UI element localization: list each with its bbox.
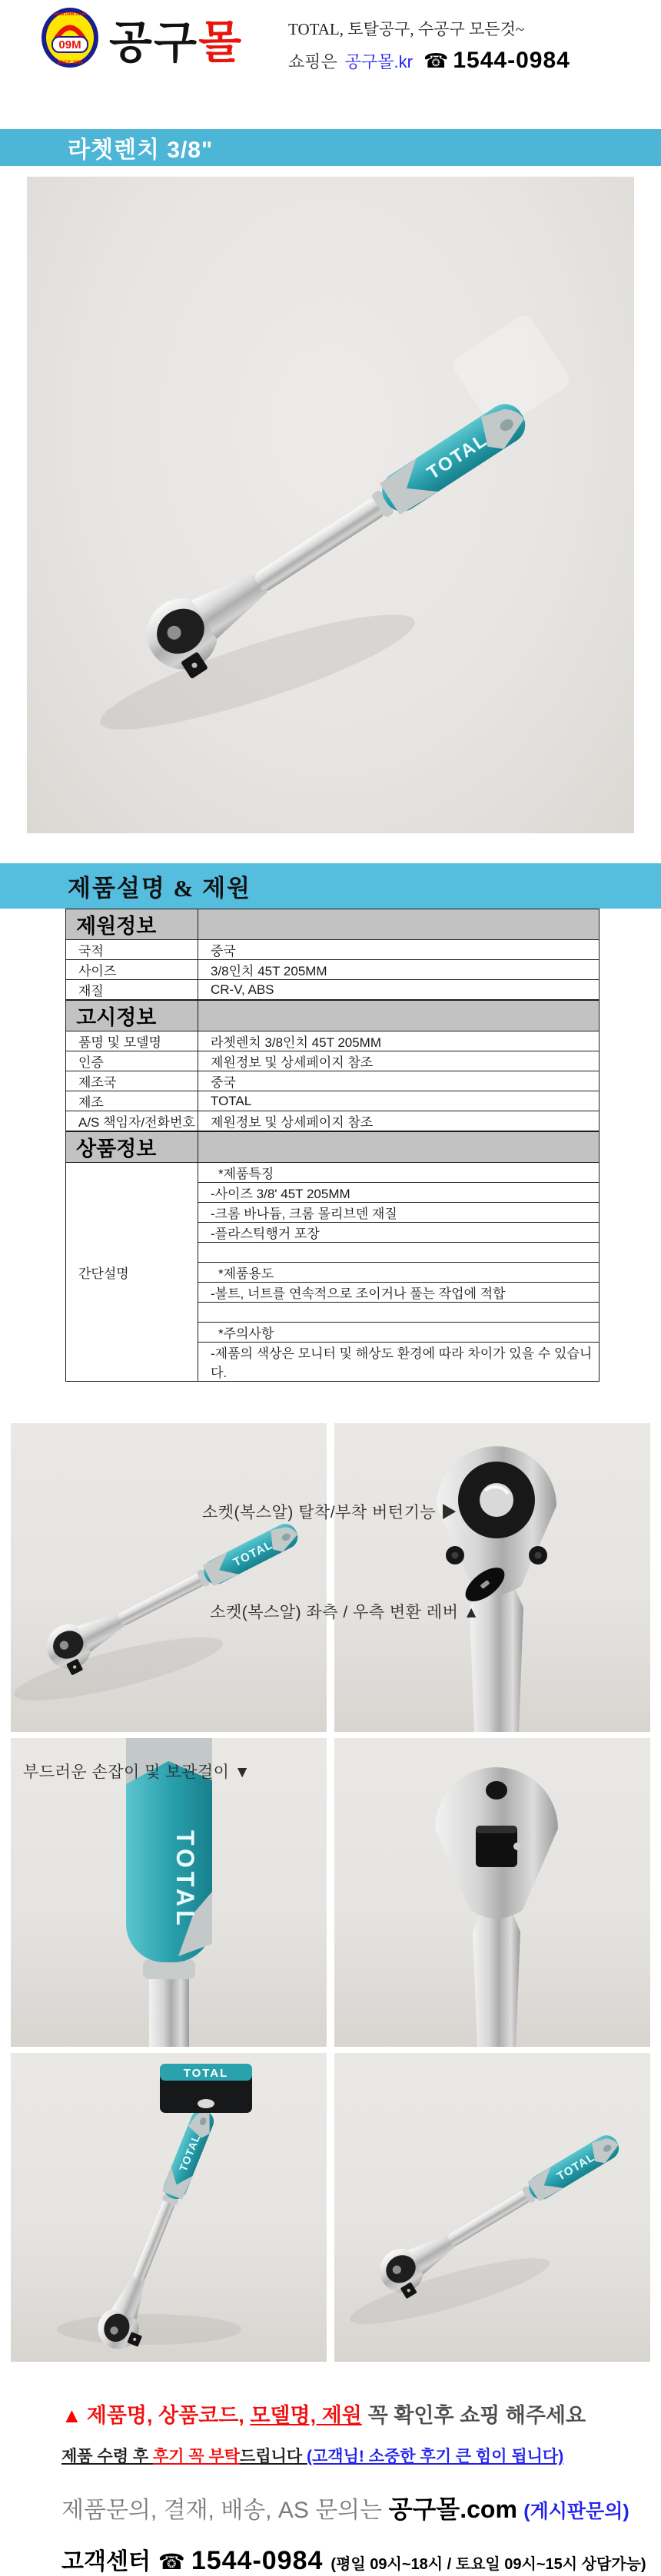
notice-info-table [65, 1000, 600, 1131]
review-pre-text: 제품 수령 후 [61, 2448, 153, 2465]
table-row [66, 960, 600, 980]
product-title-bar [0, 129, 661, 166]
spec-tables [0, 909, 661, 1382]
table-row [66, 940, 600, 960]
annotation-soft-grip: 부드러운 손잡이 및 보관걸이 ▼ [23, 1763, 251, 1781]
brand-text: TOTAL [171, 1830, 199, 1929]
footer-review-line [61, 2444, 661, 2467]
table-row [66, 1111, 600, 1131]
packaged-wrench-illustration [11, 2053, 327, 2362]
contact-board-link[interactable]: (게시판문의) [523, 2501, 629, 2522]
spec-label: 사이즈 [66, 960, 198, 980]
gallery-photo-grip-closeup [11, 1738, 327, 2047]
footer-check-line [61, 2399, 661, 2429]
review-blue-link[interactable]: (고객님! 소중한 후기 큰 힘이 됩니다) [307, 2448, 564, 2465]
product-line: *주의사항 [198, 1323, 600, 1343]
gallery-row-2 [11, 1738, 650, 2047]
table-row [66, 1163, 600, 1183]
page-header [0, 0, 661, 88]
gallery-photo-wrench-diagonal [334, 2053, 650, 2362]
callcenter-label: 고객센터 [61, 2549, 151, 2574]
header-shopline [288, 48, 570, 74]
review-red-text: 후기 꼭 부탁 [152, 2448, 241, 2465]
head-front-illustration [334, 1423, 650, 1732]
spec-value: 중국 [198, 940, 600, 960]
product-gallery [0, 1423, 661, 2362]
spec-value: CR-V, ABS [198, 980, 600, 1000]
table-header-row [66, 1132, 600, 1163]
table-row [66, 980, 600, 1000]
check-red-text: 제품명, 상품코드, [86, 2404, 244, 2427]
product-line [198, 1243, 600, 1263]
wrench-angled-illustration [11, 1423, 327, 1732]
gallery-photo-head-front [334, 1423, 650, 1732]
09m-logo-badge [40, 6, 100, 69]
notice-value: 제원정보 및 상세페이지 참조 [198, 1051, 600, 1071]
table-row [66, 1071, 600, 1091]
review-mid-text: 드립니다 [240, 2448, 307, 2465]
check-red-underline-text: 모델명, 제원 [250, 2404, 362, 2427]
phone-icon: ☎ [423, 49, 449, 72]
spec-label: 재질 [66, 980, 198, 1000]
notice-value: 제원정보 및 상세페이지 참조 [198, 1111, 600, 1131]
spec-label: 국적 [66, 940, 198, 960]
notice-label: 제조국 [66, 1071, 198, 1091]
table-row [66, 1031, 600, 1051]
notice-value: TOTAL [198, 1091, 600, 1111]
table-title: 제원정보 [66, 909, 198, 940]
product-row-label: 간단설명 [66, 1163, 198, 1382]
header-right [288, 17, 570, 74]
notice-label: 제조 [66, 1091, 198, 1111]
logo-bottom-text: SINCE 1986 [57, 61, 83, 65]
grip-closeup-illustration [11, 1738, 327, 2047]
notice-label: 인증 [66, 1051, 198, 1071]
product-line: -플라스틱행거 포장 [198, 1223, 600, 1243]
logo-name-black: 공구 [109, 18, 199, 68]
page-footer [0, 2399, 661, 2576]
gallery-row-3 [11, 2053, 650, 2362]
product-line [198, 1303, 600, 1323]
contact-brand-text: 공구몰.com [388, 2495, 517, 2523]
notice-label: 품명 및 모델명 [66, 1031, 198, 1051]
annotation-socket-button: 소켓(복스알) 탈착/부착 버턴기능 ▶ [201, 1504, 457, 1521]
section-title: 제품설명 & 제원 [68, 875, 251, 902]
section-bar [0, 863, 661, 909]
wrench-diagonal-illustration [334, 2053, 650, 2362]
check-rest-text: 꼭 확인후 쇼핑 해주세요 [367, 2404, 586, 2427]
gallery-photo-wrench-angled [11, 1423, 327, 1732]
table-row [66, 1051, 600, 1071]
main-photo-wrench [27, 177, 634, 833]
product-line: -사이즈 3/8' 45T 205MM [198, 1183, 600, 1203]
table-title: 상품정보 [66, 1132, 198, 1163]
shop-link[interactable]: 공구몰.kr [344, 52, 413, 71]
site-logo-name [109, 11, 243, 75]
product-line: *제품용도 [198, 1263, 600, 1283]
product-info-table [65, 1131, 600, 1382]
callcenter-hours: (평일 09시~18시 / 토요일 09시~15시 상담가능) [330, 2556, 646, 2573]
table-header-row [66, 1001, 600, 1031]
product-line: -볼트, 너트를 연속적으로 조이거나 풀는 작업에 적합 [198, 1283, 600, 1303]
product-line: -제품의 색상은 모니터 및 해상도 환경에 따라 차이가 있을 수 있습니다. [198, 1343, 600, 1382]
gallery-photo-package [11, 2053, 327, 2362]
shopline-prefix: 쇼핑은 [288, 52, 337, 71]
main-product-photo [27, 177, 634, 833]
footer-contact-line [61, 2490, 661, 2525]
annotation-direction-lever: 소켓(복스알) 좌측 / 우측 변환 레버 ▲ [210, 1604, 480, 1621]
notice-value: 라쳇렌치 3/8인치 45T 205MM [198, 1031, 600, 1051]
product-line: -크롬 바나듐, 크롬 몰리브덴 재질 [198, 1203, 600, 1223]
notice-value: 중국 [198, 1071, 600, 1091]
spec-info-table [65, 909, 600, 1000]
product-title: 라쳇렌치 3/8" [68, 137, 214, 163]
head-back-illustration [334, 1738, 650, 2047]
table-title: 고시정보 [66, 1001, 198, 1031]
notice-label: A/S 책임자/전화번호 [66, 1111, 198, 1131]
spec-value: 3/8인치 45T 205MM [198, 960, 600, 980]
header-phone-number: 1544-0984 [453, 48, 570, 73]
logo-top-text: www.09M.co.kr [53, 12, 87, 17]
table-row [66, 1091, 600, 1111]
logo-center-text: 09M [58, 38, 81, 51]
warning-triangle-icon: ▲ [61, 2404, 82, 2427]
logo-name-red: 몰 [198, 18, 244, 68]
gallery-row-1 [11, 1423, 650, 1732]
brand-text: TOTAL [183, 2067, 229, 2080]
gallery-photo-head-back [334, 1738, 650, 2047]
product-line: *제품특징 [198, 1163, 600, 1183]
header-tagline: TOTAL, 토탈공구, 수공구 모든것~ [288, 20, 525, 38]
contact-gray-text: 제품문의, 결재, 배송, AS 문의는 [61, 2498, 389, 2523]
footer-callcenter-line [61, 2542, 661, 2576]
table-header-row [66, 909, 600, 940]
phone-icon: ☎ [158, 2550, 185, 2574]
callcenter-phone-number: 1544-0984 [191, 2546, 324, 2575]
